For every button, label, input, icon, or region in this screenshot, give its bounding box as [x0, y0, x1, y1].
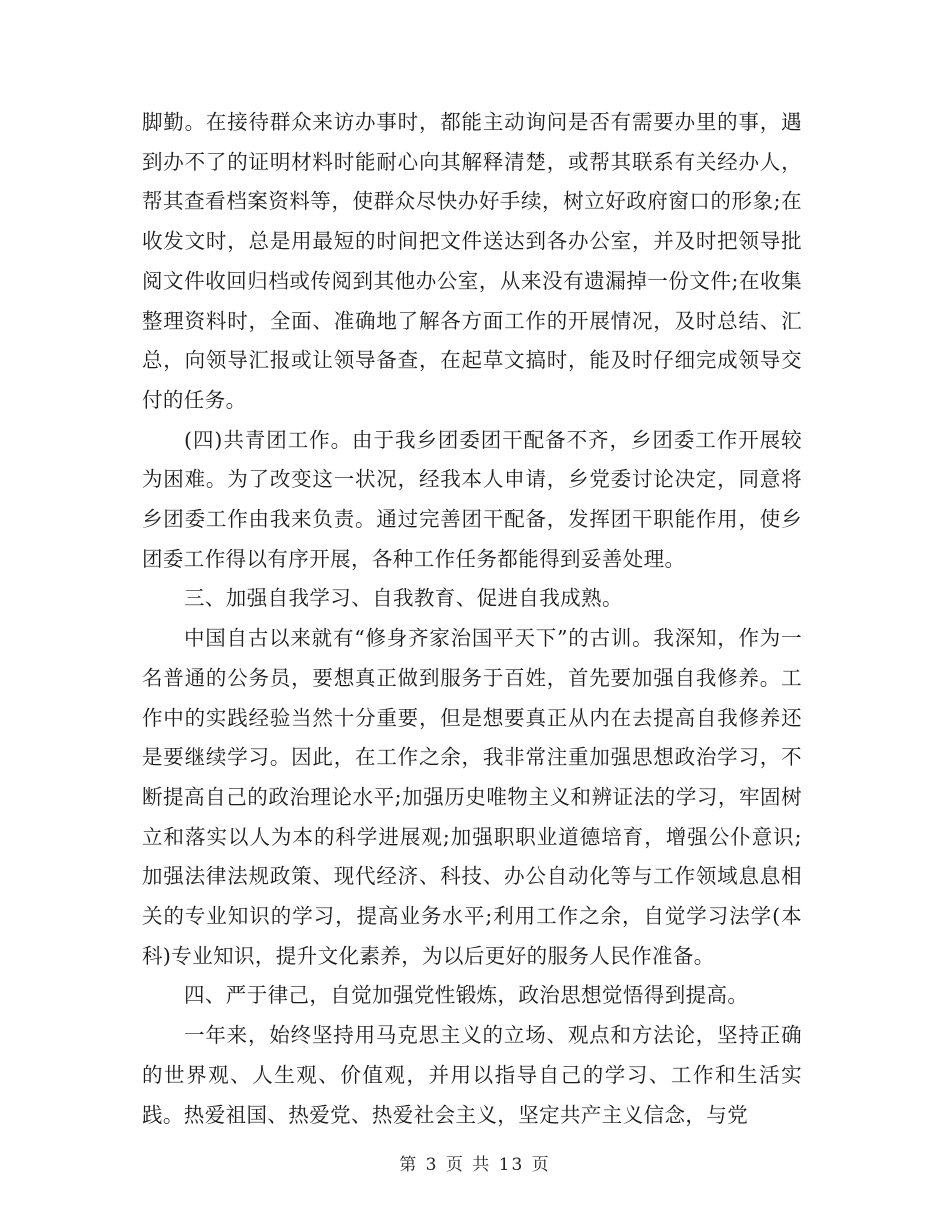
section-heading-self-study: 三、加强自我学习、自我教育、促进自我成熟。 — [184, 586, 623, 611]
page-number-footer: 第 3 页 共 13 页 — [399, 1155, 551, 1175]
paragraph-self-discipline: 一年来，始终坚持用马克思主义的立场、观点和方法论，坚持正确的世界观、人生观、价值观，并用以指导自己的学习、工作和生活实践。热爱祖国、热爱党、热爱社会主义，坚定共产主义信念，与党 — [142, 1023, 802, 1127]
section-heading-self-discipline: 四、严于律己，自觉加强党性锻炼，政治思想觉悟得到提高。 — [184, 983, 749, 1008]
paragraph-continuation: 脚勤。在接待群众来访办事时，都能主动询问是否有需要办里的事，遇到办不了的证明材料时能耐心向其解释清楚，或帮其联系有关经办人，帮其查看档案资料等，使群众尽快办好手续，树立好政府窗口的形象;在收发文时，总是用最短的时间把文件送达到各办公室，并及时把领导批阅文件收回归档或传阅到其他办公室，从来没有遗漏掉一份文件;在收集整理资料时，全面、准确地了解各方面工作的开展情况，及时总结、汇总，向领导汇报或让领导备查，在起草文搞时，能及时仔细完成领导交付的任务。 — [142, 110, 802, 412]
paragraph-youth-league-work: (四)共青团工作。由于我乡团委团干配备不齐，乡团委工作开展较为困难。为了改变这一状况，经我本人申请，乡党委讨论决定，同意将乡团委工作由我来负责。通过完善团干配备，发挥团干职能作用，使乡团委工作得以有序开展，各种工作任务都能得到妥善处理。 — [142, 427, 802, 571]
paragraph-self-study: 中国自古以来就有“修身齐家治国平天下”的古训。我深知，作为一名普通的公务员，要想真正做到服务于百姓，首先要加强自我修养。工作中的实践经验当然十分重要，但是想要真正从内在去提高自我修养还是要继续学习。因此，在工作之余，我非常注重加强思想政治学习，不断提高自己的政治理论水平;加强历史唯物主义和辨证法的学习，牢固树立和落实以人为本的科学进展观;加强职职业道德培育，增强公仆意识;加强法律法规政策、现代经济、科技、办公自动化等与工作领域息息相关的专业知识的学习，提高业务水平;利用工作之余，自觉学习法学(本科)专业知识，提升文化素养，为以后更好的服务人民作准备。 — [142, 626, 802, 968]
document-body — [142, 103, 802, 1135]
